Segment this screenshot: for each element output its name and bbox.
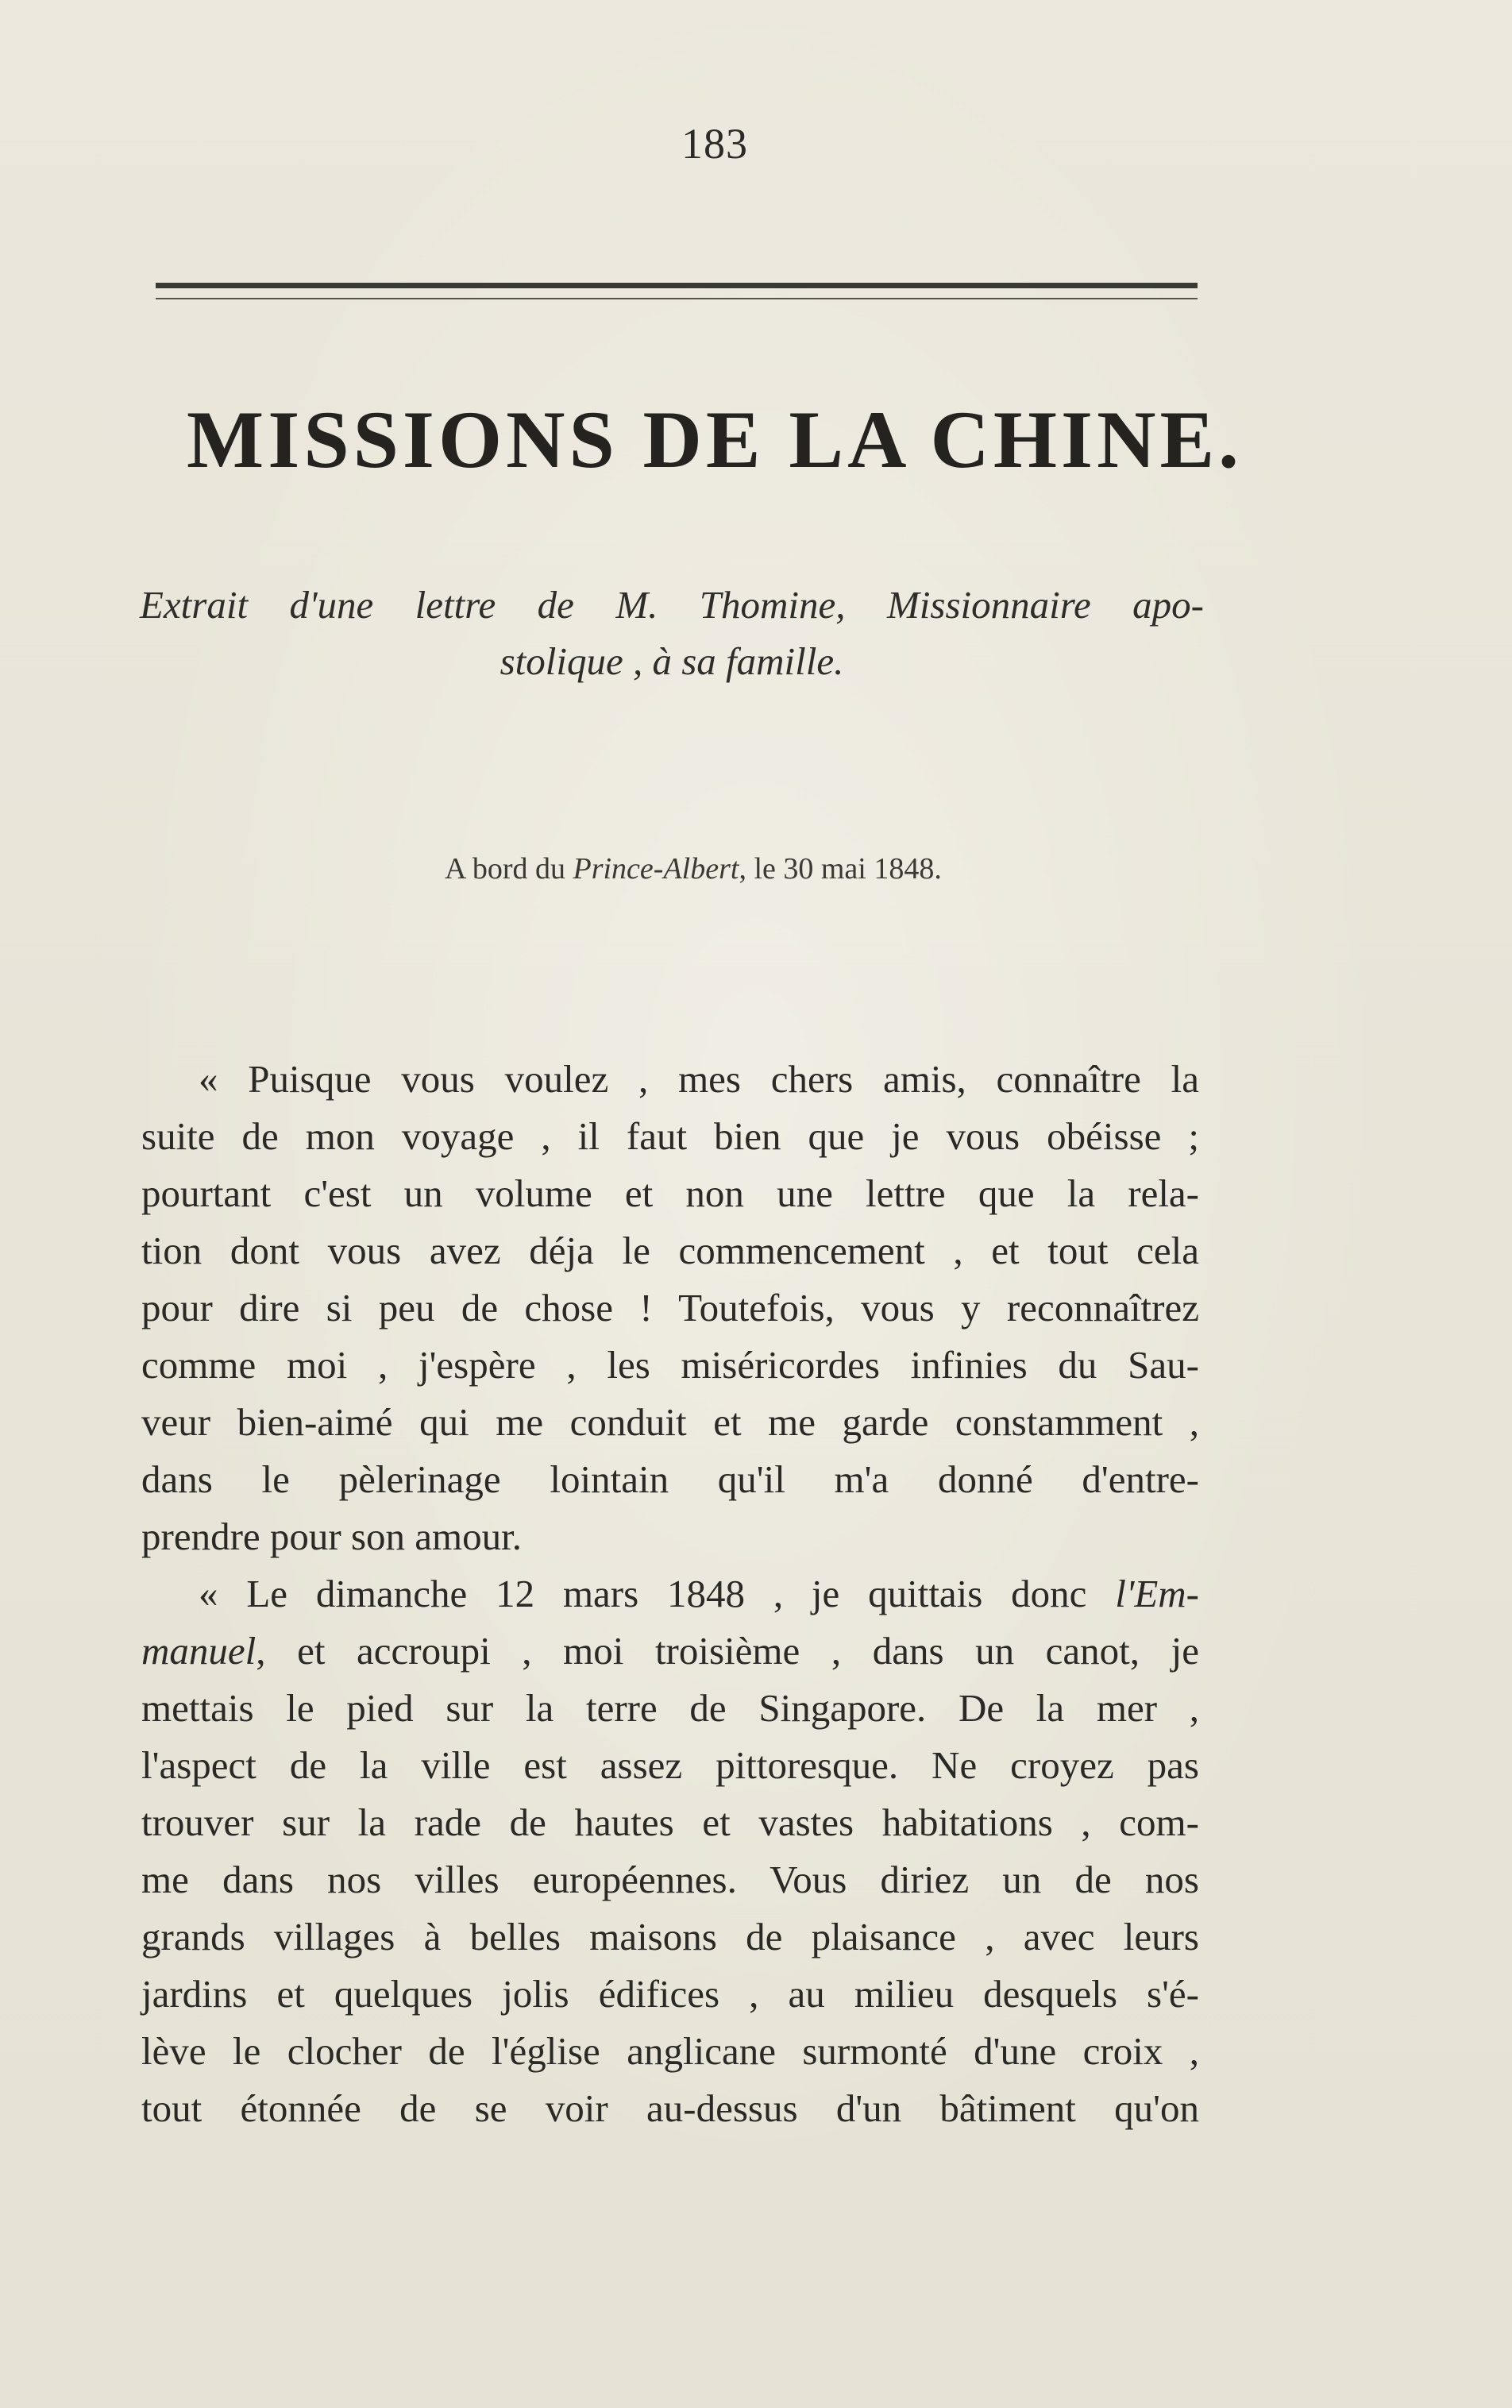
paragraph-1-line: tion dont vous avez déja le commencement , et tout cela — [141, 1229, 1199, 1272]
paragraph-2-line — [141, 1628, 1199, 1676]
paragraph-1-line: pour dire si peu de chose ! Toutefois, vous y reconnaîtrez — [141, 1286, 1199, 1329]
paragraph-2-line: me dans nos villes européennes. Vous diriez un de nos — [141, 1858, 1199, 1901]
paragraph-1-line: dans le pèlerinage lointain qu'il m'a donné d'entre- — [141, 1457, 1199, 1501]
paragraph-2-line: mettais le pied sur la terre de Singapore. De la mer , — [141, 1686, 1199, 1730]
dateline-suffix: , le 30 mai 1848. — [739, 852, 942, 886]
paragraph-2-line-1-text: « Le dimanche 12 mars 1848 , je quittais donc — [199, 1572, 1116, 1615]
paragraph-2-line-2-text: , et accroupi , moi troisième , dans un canot, je — [256, 1629, 1199, 1673]
paragraph-1-line: pourtant c'est un volume et non une lettre que la rela- — [141, 1171, 1199, 1215]
dateline-prefix: A bord du — [445, 852, 573, 886]
paragraph-1-line: « Puisque vous voulez , mes chers amis, connaître la — [199, 1057, 1199, 1101]
subtitle-line-1: Extrait d'une lettre de M. Thomine, Missionnaire apo- — [140, 583, 1204, 627]
paragraph-2-line: l'aspect de la ville est assez pittoresque. Ne croyez pas — [141, 1743, 1199, 1787]
page-number: 183 — [681, 120, 748, 168]
paragraph-1-line: veur bien-aimé qui me conduit et me garde constamment , — [141, 1400, 1199, 1444]
dateline-ship-name: Prince-Albert — [573, 852, 739, 886]
paragraph-2-line: grands villages à belles maisons de plaisance , avec leurs — [141, 1915, 1199, 1958]
header-rule-thick — [156, 283, 1198, 288]
paragraph-2-line: trouver sur la rade de hautes et vastes habitations , com- — [141, 1800, 1199, 1844]
paragraph-1-line: comme moi , j'espère , les miséricordes infinies du Sau- — [141, 1343, 1199, 1387]
paragraph-2-line: lève le clocher de l'église anglicane surmonté d'une croix , — [141, 2029, 1199, 2073]
ship-name-emmanuel-start: l'Em- — [1115, 1572, 1199, 1615]
paragraph-2-line — [199, 1571, 1199, 1619]
paragraph-2-line: jardins et quelques jolis édifices , au milieu desquels s'é- — [141, 1972, 1199, 2016]
dateline — [445, 851, 1128, 886]
section-title: MISSIONS DE LA CHINE. — [187, 395, 1243, 485]
subtitle-line-2: stolique , à sa famille. — [499, 639, 844, 683]
letter-body — [141, 1056, 1199, 2168]
header-rule-thin — [156, 298, 1198, 299]
paragraph-1-line: prendre pour son amour. — [141, 1515, 522, 1558]
paragraph-1-line: suite de mon voyage , il faut bien que je vous obéisse ; — [141, 1114, 1199, 1158]
ship-name-emmanuel-end: manuel — [141, 1629, 256, 1673]
paragraph-2-line: tout étonnée de se voir au-dessus d'un bâtiment qu'on — [141, 2086, 1199, 2130]
